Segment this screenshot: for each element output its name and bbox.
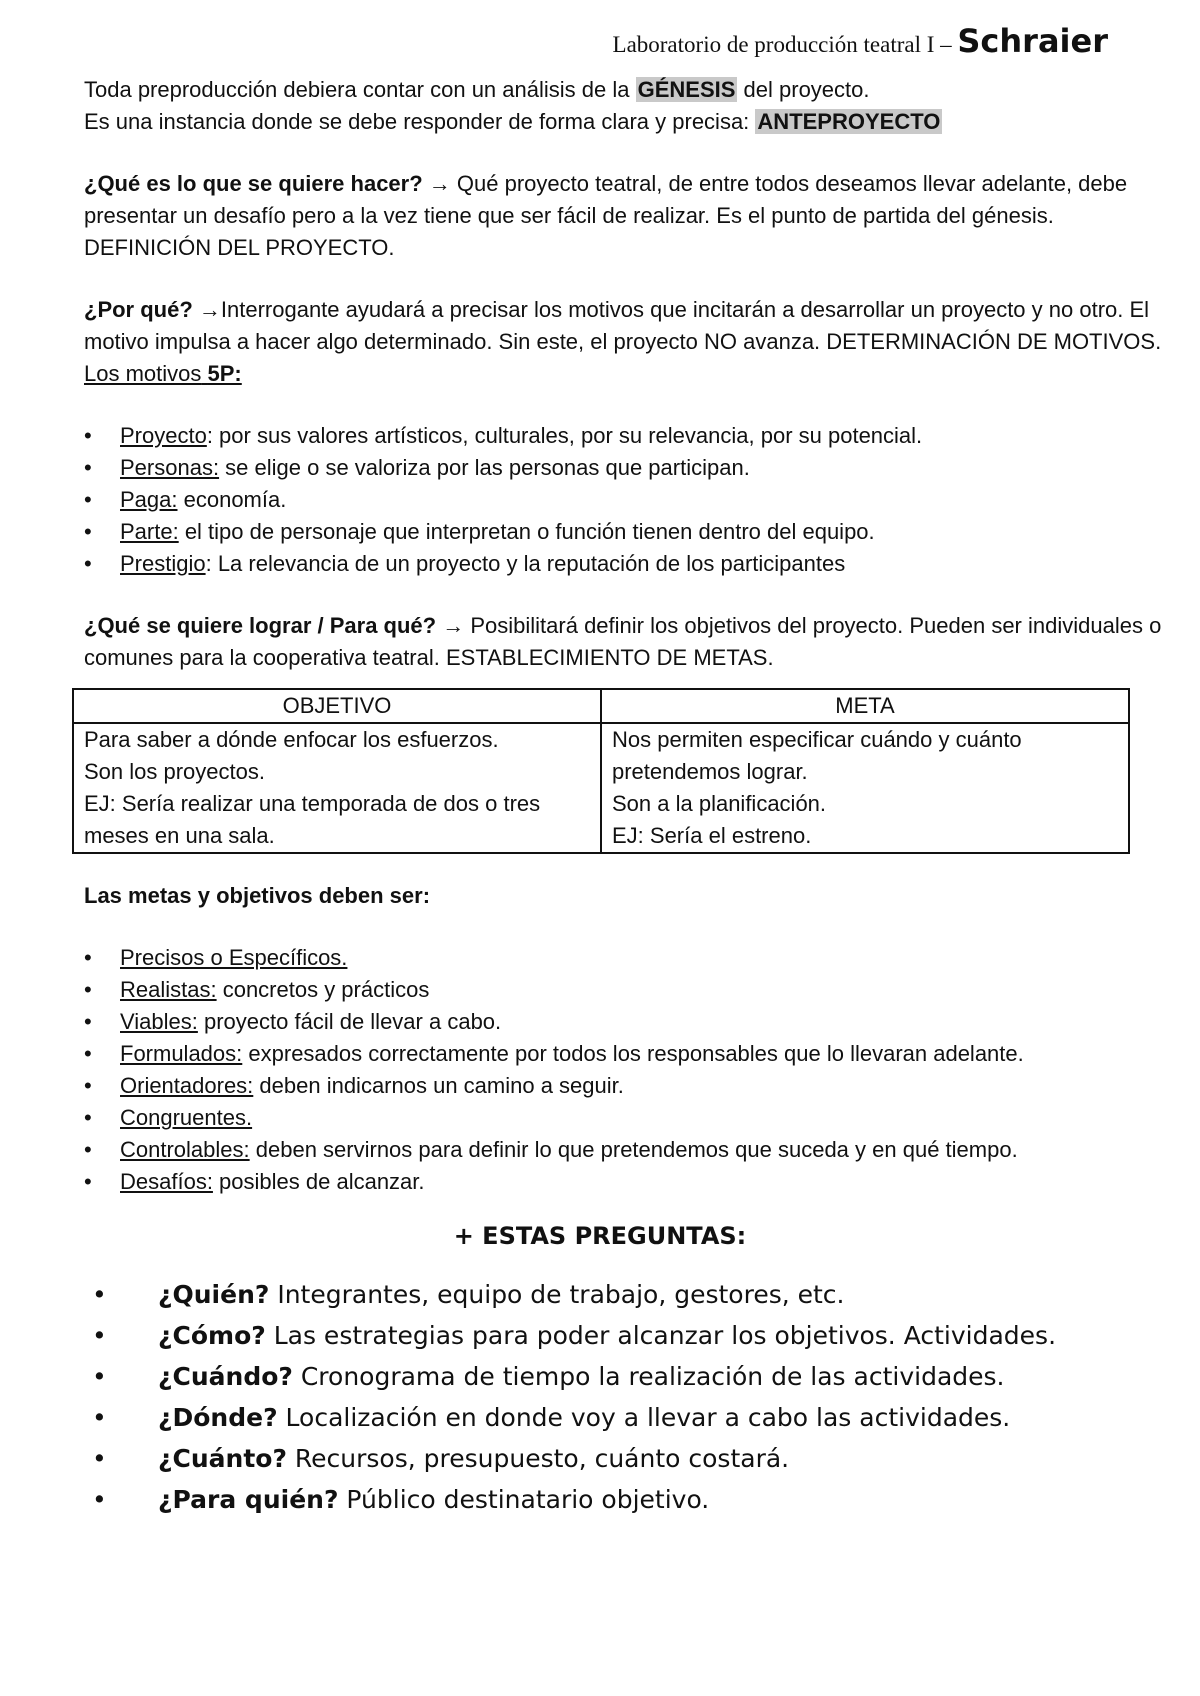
metas-list [84, 942, 1174, 1198]
question-que: ¿Qué es lo que se quiere hacer? → [84, 171, 451, 196]
pregunta-item [84, 1479, 1174, 1520]
genesis-highlight: GÉNESIS [637, 77, 736, 102]
pregunta-item-text: Integrantes, equipo de trabajo, gestores, etc. [269, 1280, 845, 1309]
table-header-objetivo: OBJETIVO [73, 689, 601, 723]
meta-item-text: proyecto fácil de llevar a cabo. [197, 1009, 502, 1034]
table-cell-meta [601, 723, 1129, 853]
cell-line: Para saber a dónde enfocar los esfuerzos. [84, 727, 499, 752]
pregunta-item [84, 1438, 1174, 1479]
motivo-item [84, 420, 1174, 452]
meta-item-term: Orientadores: [120, 1073, 254, 1098]
pregunta-item-term: ¿Cuándo? [158, 1362, 293, 1391]
pregunta-item-term: ¿Cómo? [158, 1321, 266, 1350]
meta-item [84, 1038, 1174, 1070]
cell-line: meses en una sala. [84, 823, 275, 848]
pregunta-item [84, 1356, 1174, 1397]
pregunta-item-text: Recursos, presupuesto, cuánto costará. [286, 1444, 790, 1473]
motivo-item-text: el tipo de personaje que interpretan o función tienen dentro del equipo. [178, 519, 875, 544]
section-lograr [84, 610, 1174, 674]
answer-lograr: Posibilitará definir los objetivos del proyecto. Pueden ser individuales o comunes para la cooperativa teatral. ESTABLECIMIENTO DE METAS. [84, 613, 1162, 670]
intro-line-2 [84, 106, 1174, 138]
author-name: Schraier [957, 22, 1108, 60]
motivo-item-text: : La relevancia de un proyecto y la reputación de los participantes [205, 551, 846, 576]
meta-item-term: Formulados: [120, 1041, 243, 1066]
meta-item-text: concretos y prácticos [216, 977, 430, 1002]
pregunta-item-text: Localización en donde voy a llevar a cabo las actividades. [277, 1403, 1011, 1432]
meta-item [84, 1134, 1174, 1166]
meta-item-term: Viables: [120, 1009, 198, 1034]
meta-item-text: posibles de alcanzar. [212, 1169, 425, 1194]
section-que [84, 168, 1174, 264]
cell-line: Nos permiten especificar cuándo y cuánto [612, 727, 1022, 752]
meta-item-term: Controlables: [120, 1137, 250, 1162]
page-header [613, 22, 1108, 60]
pregunta-item [84, 1397, 1174, 1438]
pregunta-item-text: Las estrategias para poder alcanzar los objetivos. Actividades. [265, 1321, 1057, 1350]
metas-title: Las metas y objetivos deben ser: [84, 883, 431, 908]
table-cell-objetivo [73, 723, 601, 853]
motivo-item-text: : por sus valores artísticos, culturales, por su relevancia, por su potencial. [206, 423, 923, 448]
meta-item-text: deben indicarnos un camino a seguir. [253, 1073, 624, 1098]
meta-item [84, 1006, 1174, 1038]
pregunta-item-term: ¿Dónde? [158, 1403, 278, 1432]
meta-item [84, 1102, 1174, 1134]
pregunta-item-term: ¿Cuánto? [158, 1444, 287, 1473]
motivo-item [84, 484, 1174, 516]
pregunta-item [84, 1274, 1174, 1315]
motivo-item [84, 452, 1174, 484]
section-porque [84, 294, 1174, 390]
cell-line: pretendemos lograr. [612, 759, 808, 784]
anteproyecto-highlight: ANTEPROYECTO [757, 109, 941, 134]
meta-item-term: Desafíos: [120, 1169, 213, 1194]
answer-porque: Interrogante ayudará a precisar los motivos que incitarán a desarrollar un proyecto y no otro. El motivo impulsa a hacer algo determinado. Sin este, el proyecto NO avanza. DETERMINACIÓN DE MOTIVOS. [84, 297, 1162, 354]
table-header-meta: META [601, 689, 1129, 723]
answer-que: Qué proyecto teatral, de entre todos deseamos llevar adelante, debe presentar un desafío pero a la vez tiene que ser fácil de realizar. Es el punto de partida del génesis. DEFINICIÓN DEL PROYECTO. [84, 171, 1128, 260]
question-porque: ¿Por qué? → [84, 297, 221, 322]
meta-item-term: Congruentes. [120, 1105, 253, 1130]
meta-item-text: expresados correctamente por todos los responsables que lo llevaran adelante. [242, 1041, 1024, 1066]
motivo-item-term: Proyecto [120, 423, 207, 448]
document-body [84, 74, 1174, 1520]
pregunta-item-text: Cronograma de tiempo la realización de las actividades. [292, 1362, 1005, 1391]
meta-item [84, 1070, 1174, 1102]
pregunta-item-term: ¿Quién? [158, 1280, 270, 1309]
meta-item [84, 974, 1174, 1006]
motivo-item-term: Prestigio [120, 551, 206, 576]
preguntas-title: + ESTAS PREGUNTAS: [453, 1222, 747, 1250]
cell-line: Son a la planificación. [612, 791, 827, 816]
intro-text: Es una instancia donde se debe responder de forma clara y precisa: [84, 109, 750, 134]
intro-text: Toda preproducción debiera contar con un análisis de la [84, 77, 630, 102]
motivo-item [84, 516, 1174, 548]
pregunta-item-term: ¿Para quién? [158, 1485, 339, 1514]
meta-item-term: Precisos o Específicos. [120, 945, 348, 970]
pregunta-item [84, 1315, 1174, 1356]
intro-text: del proyecto. [743, 77, 870, 102]
meta-item-text: deben servirnos para definir lo que pretendemos que suceda y en qué tiempo. [249, 1137, 1018, 1162]
objetivo-meta-table [72, 688, 1130, 854]
meta-item-term: Realistas: [120, 977, 217, 1002]
motivo-item-term: Paga: [120, 487, 178, 512]
cell-line: Son los proyectos. [84, 759, 265, 784]
course-title: Laboratorio de producción teatral I – [612, 32, 952, 57]
preguntas-list [84, 1274, 1174, 1520]
pregunta-item-text: Público destinatario objetivo. [338, 1485, 710, 1514]
motivo-item-text: economía. [177, 487, 287, 512]
motivo-item-term: Personas: [120, 455, 220, 480]
motivos-label: Los motivos 5P: [84, 361, 242, 386]
meta-item [84, 1166, 1174, 1198]
intro-line-1 [84, 74, 1174, 106]
motivos-list [84, 420, 1174, 580]
question-lograr: ¿Qué se quiere lograr / Para qué? → [84, 613, 465, 638]
cell-line: EJ: Sería realizar una temporada de dos o tres [84, 791, 541, 816]
cell-line: EJ: Sería el estreno. [612, 823, 812, 848]
motivo-item-term: Parte: [120, 519, 179, 544]
motivo-item-text: se elige o se valoriza por las personas que participan. [219, 455, 750, 480]
meta-item [84, 942, 1174, 974]
motivo-item [84, 548, 1174, 580]
